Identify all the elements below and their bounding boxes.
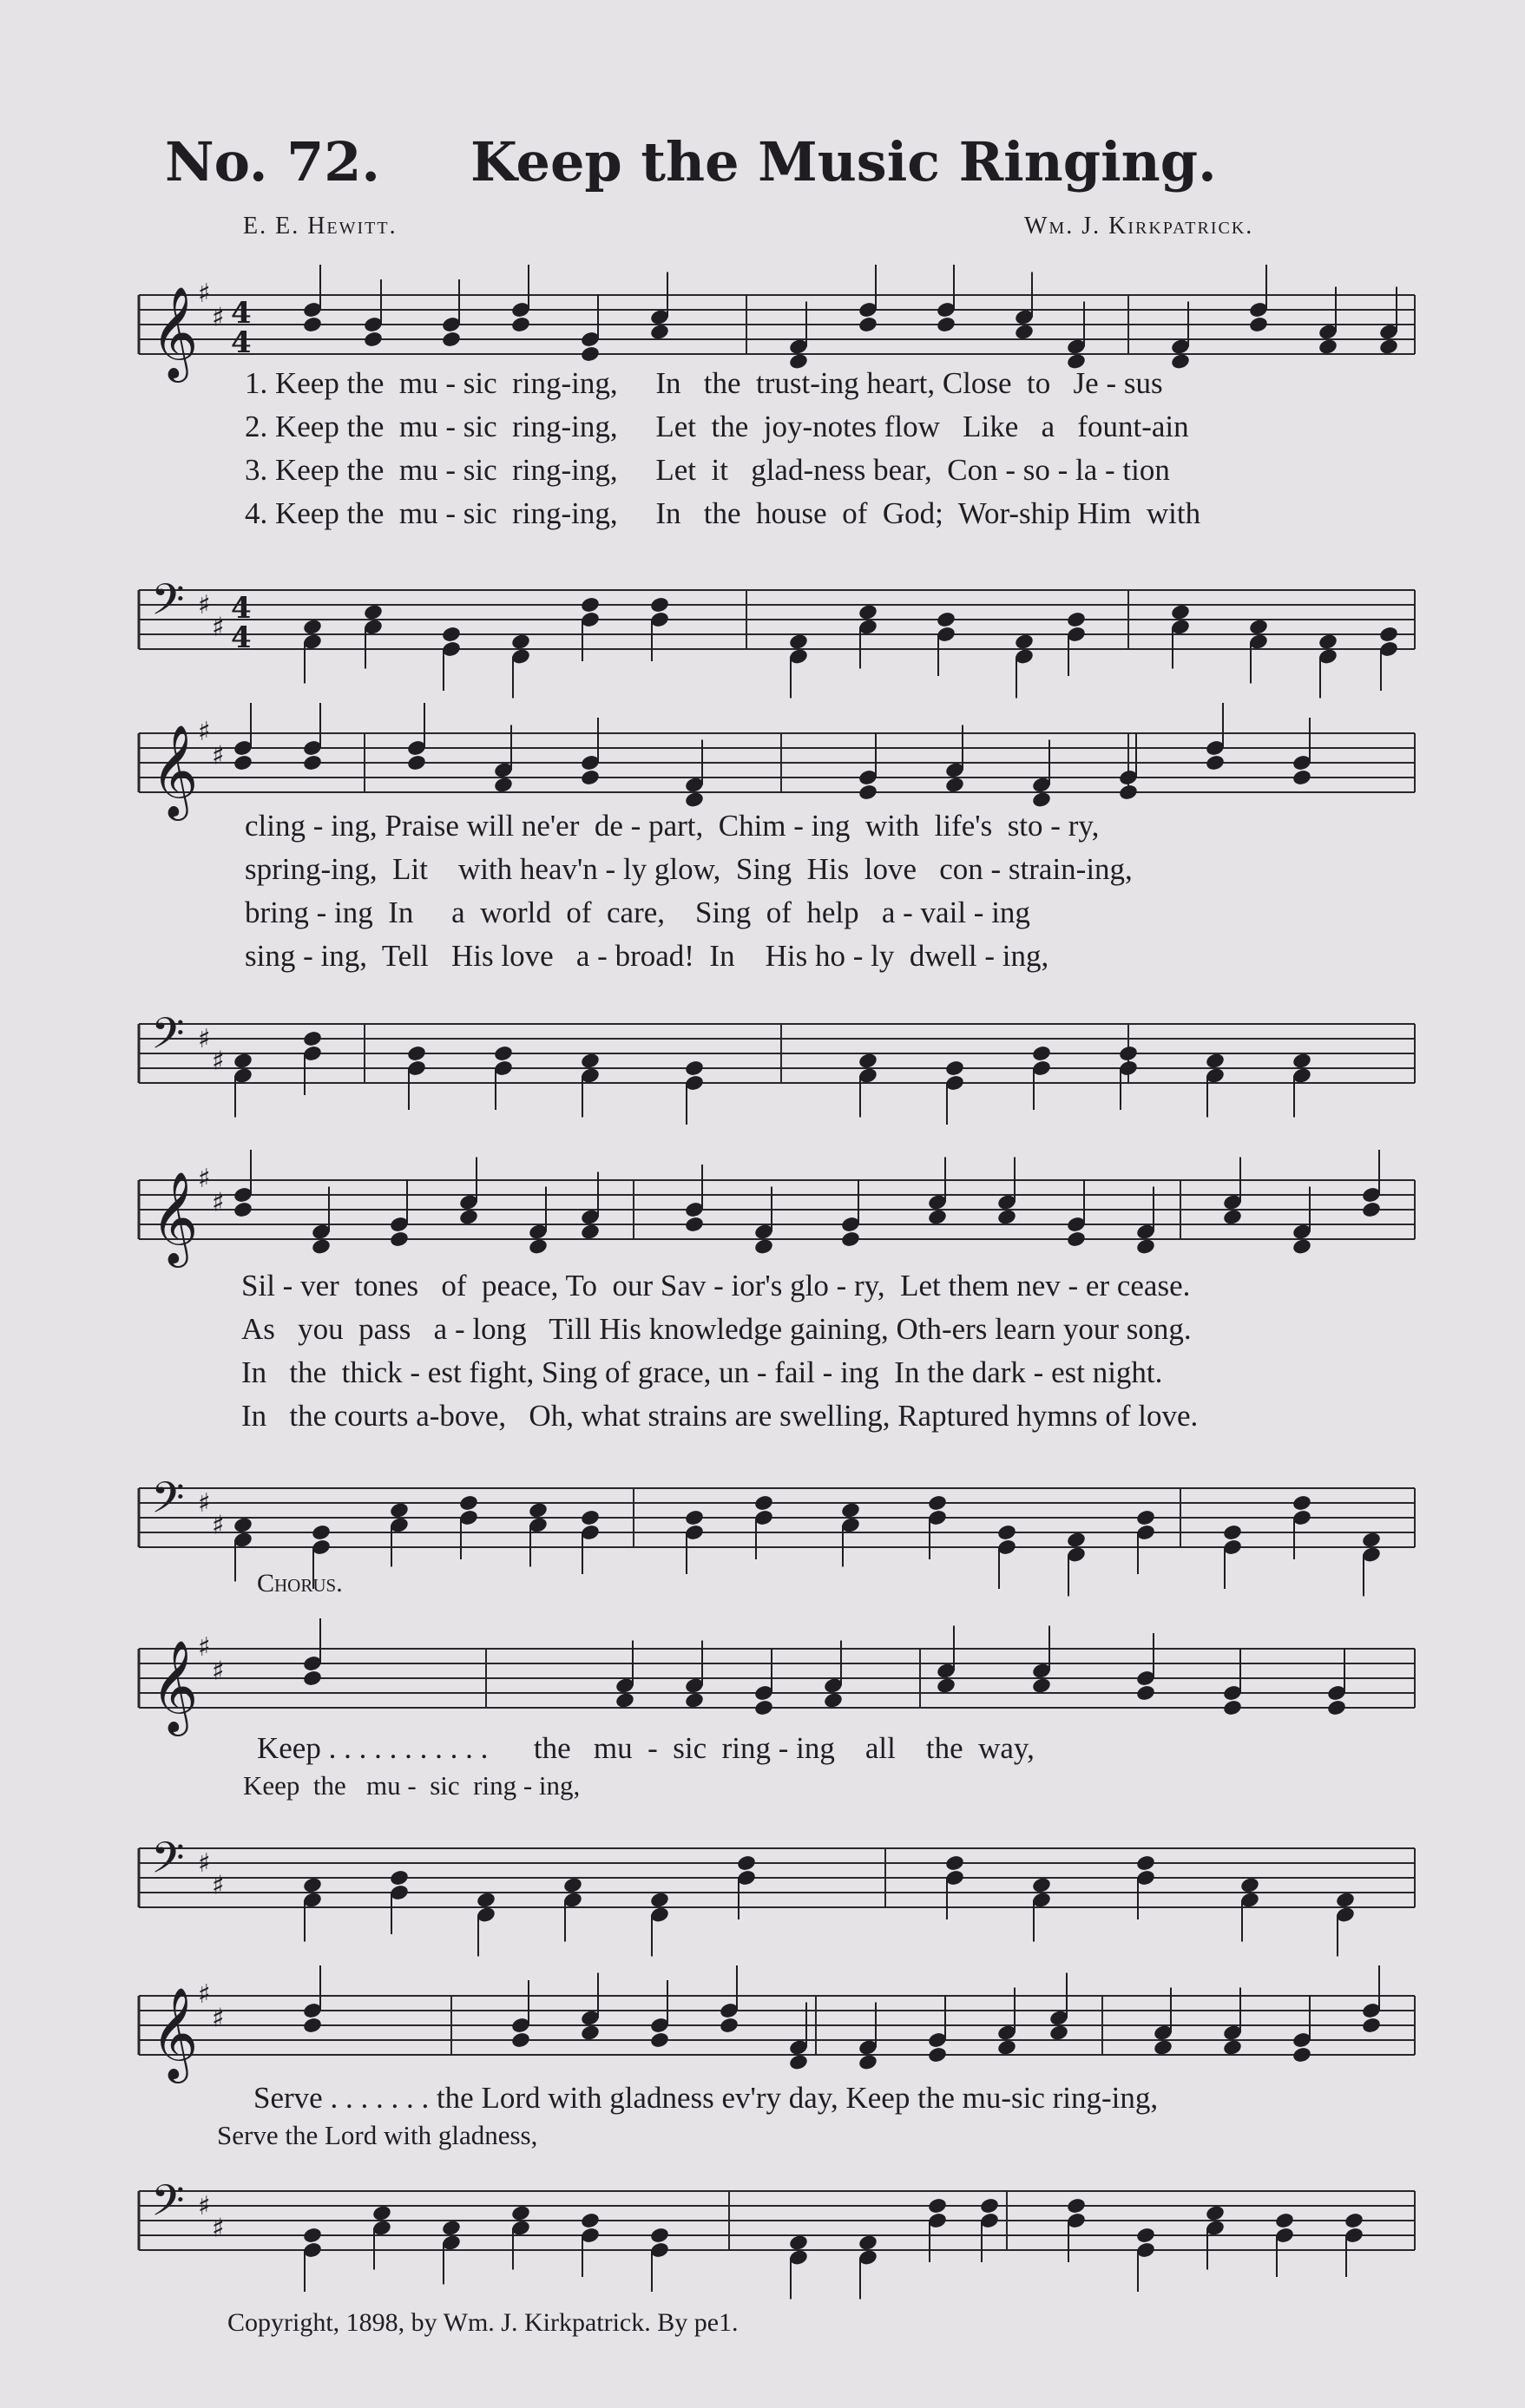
svg-text:♯: ♯: [212, 1656, 225, 1687]
svg-text:♯: ♯: [198, 1979, 211, 2010]
svg-text:♯: ♯: [198, 1024, 211, 1054]
copyright-notice: Copyright, 1898, by Wm. J. Kirkpatrick. By pe1.: [227, 2308, 739, 2337]
svg-text:♯: ♯: [198, 590, 211, 620]
lyric-verse-4: sing - ing, Tell His love a - broad! In His ho - ly dwell - ing,: [245, 939, 1049, 973]
bass-staff-chorus-1: [139, 1814, 1423, 1935]
composer-credit: Wm. J. Kirkpatrick.: [1024, 213, 1254, 239]
chorus-lyric-line: Serve . . . . . . . the Lord with gladness ev'ry day, Keep the mu-sic ring-ing,: [253, 2081, 1159, 2115]
bass-staff-system-1: [139, 555, 1423, 677]
bass-staff-chorus-2: [139, 2156, 1423, 2287]
lyric-verse-1: Sil - ver tones of peace, To our Sav - ior's glo - ry, Let them nev - er cease.: [241, 1269, 1191, 1302]
svg-text:𝄞: 𝄞: [151, 1171, 199, 1263]
hymn-header: [165, 130, 1423, 208]
svg-text:4: 4: [231, 620, 252, 655]
lyric-verse-2: spring-ing, Lit with heav'n - ly glow, Sing His love con - strain-ing,: [245, 852, 1133, 886]
hymn-title: Keep the Music Ringing.: [470, 130, 1217, 194]
svg-text:♯: ♯: [198, 1848, 211, 1879]
svg-text:♯: ♯: [198, 717, 211, 747]
svg-text:♯: ♯: [212, 1046, 225, 1077]
chorus-label: Chorus.: [257, 1569, 343, 1598]
svg-text:♯: ♯: [198, 2191, 211, 2221]
lyric-verse-3: bring - ing In a world of care, Sing of help a - vail - ing: [245, 896, 1030, 929]
svg-text:𝄢: 𝄢: [151, 2175, 185, 2237]
svg-text:♯: ♯: [212, 1187, 225, 1218]
svg-text:♯: ♯: [212, 2003, 225, 2034]
bass-staff-system-2: [139, 989, 1423, 1111]
svg-text:4: 4: [231, 325, 252, 360]
svg-text:𝄞: 𝄞: [151, 724, 199, 817]
lyric-verse-3: 3. Keep the mu - sic ring-ing, Let it glad-ness bear, Con - so - la - tion: [245, 453, 1170, 487]
svg-text:♯: ♯: [198, 1164, 211, 1194]
svg-text:♯: ♯: [198, 1632, 211, 1663]
svg-text:4: 4: [231, 296, 252, 331]
svg-text:𝄢: 𝄢: [151, 1833, 185, 1894]
svg-text:𝄢: 𝄢: [151, 1473, 185, 1534]
svg-text:𝄞: 𝄞: [151, 285, 199, 378]
svg-text:♯: ♯: [198, 279, 211, 309]
treble-staff-system-3: [139, 1145, 1423, 1263]
svg-text:4: 4: [231, 591, 252, 626]
lyricist-credit: E. E. Hewitt.: [243, 213, 398, 239]
chorus-echo-lyric: Serve the Lord with gladness,: [217, 2120, 538, 2150]
lyric-verse-3: In the thick - est fight, Sing of grace, un - fail - ing In the dark - est night.: [241, 1355, 1163, 1389]
treble-staff-chorus-1: [139, 1614, 1423, 1732]
chorus-lyric-line: Keep . . . . . . . . . . . the mu - sic ring - ing all the way,: [257, 1731, 1035, 1765]
svg-text:♯: ♯: [212, 302, 225, 333]
lyric-verse-2: As you pass a - long Till His knowledge gaining, Oth-ers learn your song.: [241, 1312, 1192, 1346]
svg-text:♯: ♯: [212, 740, 225, 771]
svg-text:♯: ♯: [198, 1488, 211, 1519]
svg-text:♯: ♯: [212, 1510, 225, 1541]
svg-text:♯: ♯: [212, 1870, 225, 1901]
hymn-number: No. 72.: [165, 130, 380, 194]
lyric-verse-4: 4. Keep the mu - sic ring-ing, In the house of God; Wor-ship Him with: [245, 496, 1201, 530]
treble-staff-chorus-2: [139, 1961, 1423, 2079]
chorus-echo-lyric: Keep the mu - sic ring - ing,: [243, 1770, 581, 1801]
bass-staff-system-3: [139, 1453, 1423, 1575]
treble-staff-system-1: [139, 260, 1423, 378]
svg-text:𝄢: 𝄢: [151, 574, 185, 636]
svg-text:♯: ♯: [212, 2213, 225, 2244]
svg-text:𝄢: 𝄢: [151, 1008, 185, 1070]
svg-text:𝄞: 𝄞: [151, 1639, 199, 1732]
lyric-verse-1: cling - ing, Praise will ne'er de - part, Chim - ing with life's sto - ry,: [245, 809, 1100, 843]
lyric-verse-1: 1. Keep the mu - sic ring-ing, In the trust-ing heart, Close to Je - sus: [245, 366, 1163, 400]
lyric-verse-2: 2. Keep the mu - sic ring-ing, Let the joy-notes flow Like a fount-ain: [245, 410, 1189, 443]
lyric-verse-4: In the courts a-bove, Oh, what strains are swelling, Raptured hymns of love.: [241, 1399, 1199, 1433]
svg-text:♯: ♯: [212, 612, 225, 643]
svg-text:𝄞: 𝄞: [151, 1986, 199, 2079]
treble-staff-system-2: [139, 699, 1423, 817]
